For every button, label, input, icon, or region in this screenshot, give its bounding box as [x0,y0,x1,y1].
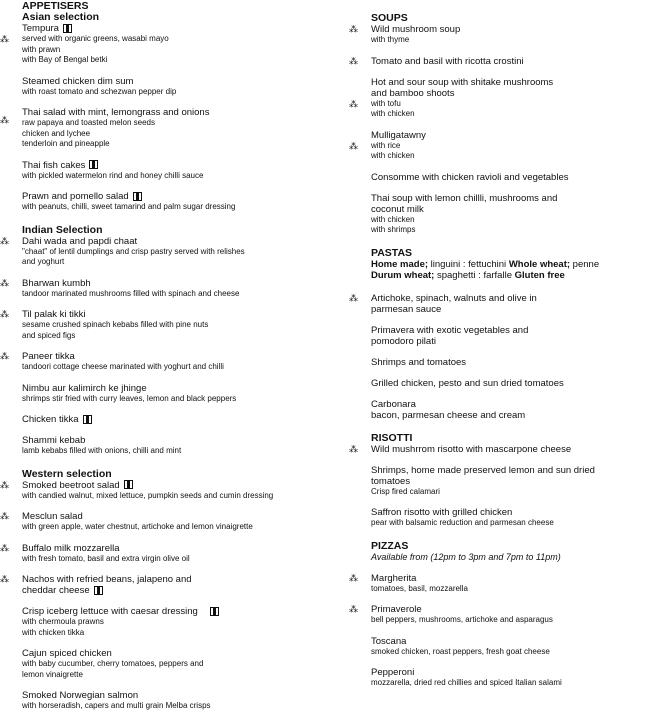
item-name-cont: bacon, parmesan cheese and cream [371,409,526,421]
menu-item-wild-mushroom-soup [349,24,643,46]
item-desc: with thyme [371,35,410,44]
item-name: Primaverole [371,604,422,615]
item-desc: served with organic greens, wasabi mayo [22,34,169,43]
menu-item-toscana [371,636,643,658]
menu-item-tomato-basil [349,55,643,67]
item-name-cont: coconut milk [371,203,424,215]
leaf-icon: ⁂ [349,98,358,109]
item-name: Paneer tikka [22,351,75,362]
item-desc: and yoghurt [22,257,65,266]
indian-heading: Indian Selection [22,223,103,236]
leaf-icon: ⁂ [349,55,358,66]
menu-item-dim-sum [22,76,337,98]
item-desc: lamb kebabs filled with onions, chilli and mint [22,446,182,455]
menu-item-dahi-wada [0,235,337,268]
item-name: Grilled chicken, pesto and sun dried tomatoes [371,377,564,389]
menu-item-thai-salad [0,107,337,150]
menu-item-saffron-risotto [371,507,643,529]
risotti-heading: RISOTTI [371,431,413,444]
item-desc: with chermoula prawns [22,617,104,626]
item-desc: bell peppers, mushrooms, artichoke and asparagus [371,615,553,624]
item-desc: and spiced figs [22,330,76,340]
leaf-icon: ⁂ [0,34,9,44]
item-desc: with chicken [371,109,415,118]
asian-heading: Asian selection [22,11,100,23]
item-desc: lemon vinaigrette [22,669,83,679]
item-desc: raw papaya and toasted melon seeds [22,118,155,127]
pasta-label: Gluten free [514,269,565,281]
menu-item-grilled-chicken-pesto [371,378,643,389]
item-name-cont: and bamboo shoots [371,87,455,99]
pasta-text: linguini : fettuchini [428,258,509,270]
menu-item-cajun-chicken [22,648,337,680]
item-name: Dahi wada and papdi chaat [22,235,138,247]
menu-item-carbonara [371,399,643,421]
chef-special-icon [89,160,98,169]
item-desc: with Bay of Bengal betki [22,55,108,64]
menu-item-norwegian-salmon [22,690,337,712]
item-name: Toscana [371,635,407,647]
item-name: Artichoke, spinach, walnuts and olive in [371,292,537,304]
item-desc: with rice [371,140,401,150]
item-name: Thai salad with mint, lemongrass and onions [22,107,210,118]
item-name: Primavera with exotic vegetables and [371,324,529,336]
menu-item-beetroot-salad [0,479,337,502]
menu-item-hot-sour [349,76,643,120]
item-name: Bharwan kumbh [22,277,91,289]
item-desc: sesame crushed spinach kebabs filled with pine nuts [22,320,209,329]
item-desc: mozzarella, dried red chillies and spiced Italian salami [371,678,562,687]
pasta-types-line-1 [371,259,643,270]
item-desc: tandoor marinated mushrooms filled with spinach and cheese [22,288,240,298]
section-appetisers-title: APPETISERS [22,0,89,12]
menu-item-prawn-pomello [22,191,337,213]
menu-item-buffalo-mozzarella [0,542,337,565]
item-name: Smoked Norwegian salmon [22,690,139,701]
menu-item-mesclun-salad [0,511,337,533]
item-name-cont: parmesan sauce [371,303,442,315]
chef-special-icon [83,415,92,424]
menu-item-primaverole [349,604,643,626]
item-desc: "chaat" of lentil dumplings and crisp pastry served with relishes [22,246,245,256]
menu-item-nimbu-jhinge [22,383,337,405]
item-desc: with roast tomato and schezwan pepper dip [22,86,177,96]
menu-item-shrimp-risotto [371,465,643,498]
pasta-text: penne [570,258,600,270]
item-name: Nimbu aur kalimirch ke jhinge [22,382,147,394]
item-name-cont: cheddar cheese [22,585,90,596]
item-desc: tomatoes, basil, mozzarella [371,583,468,593]
pasta-label: Whole wheat; [508,258,571,270]
leaf-icon: ⁂ [0,115,9,125]
item-desc: tenderloin and pineapple [22,139,110,148]
menu-item-thai-fish-cakes [22,160,337,182]
leaf-icon: ⁂ [0,309,9,319]
chef-special-icon [94,586,103,595]
right-column [349,0,643,689]
item-name: Thai soup with lemon chillli, mushrooms and [371,192,558,204]
item-name: Shrimps and tomatoes [371,356,467,368]
item-name: Shrimps, home made preserved lemon and sun dried [371,464,595,476]
item-name: Margherita [371,572,417,584]
soups-heading: SOUPS [371,12,408,24]
item-desc: with candied walnut, mixed lettuce, pumpkin seeds and cumin dressing [22,490,274,500]
pasta-label: Durum wheat; [371,269,435,281]
item-name: Crisp iceberg lettuce with caesar dressing [22,606,198,617]
leaf-icon: ⁂ [349,24,358,34]
item-desc: with pickled watermelon rind and honey chilli sauce [22,170,204,180]
item-desc: with tofu [371,98,401,108]
item-name: Tempura [22,23,59,34]
item-name: Wild mushrrom risotto with mascarpone cheese [371,443,572,455]
menu-item-shammi-kebab [22,435,337,457]
item-name: Mulligatawny [371,129,426,141]
item-name: Smoked beetroot salad [22,479,120,491]
menu-item-artichoke-pasta [349,292,643,315]
pizzas-heading: PIZZAS [371,539,409,552]
item-desc: with chicken [371,214,415,224]
leaf-icon: ⁂ [0,277,9,288]
leaf-icon: ⁂ [349,292,358,303]
leaf-icon: ⁂ [349,140,358,151]
menu-item-consomme [371,172,643,183]
chef-special-icon [210,607,219,616]
leaf-icon: ⁂ [0,511,9,521]
menu-item-margherita [349,572,643,595]
menu-item-til-palak [0,309,337,341]
item-name: Buffalo milk mozzarella [22,542,120,554]
item-desc: with prawn [22,44,61,54]
item-name: Consomme with chicken ravioli and vegetables [371,171,569,183]
menu-item-primavera [371,325,643,347]
item-name: Tomato and basil with ricotta crostini [371,55,524,67]
pasta-label: Home made; [371,258,429,270]
item-desc: with shrimps [371,225,416,234]
leaf-icon: ⁂ [349,443,358,454]
item-desc: smoked chicken, roast peppers, fresh goat cheese [371,646,550,656]
item-name: Carbonara [371,398,416,410]
item-name: Mesclun salad [22,511,83,522]
pizza-availability-note: Available from (12pm to 3pm and 7pm to 11pm) [371,551,561,562]
item-desc: with green apple, water chestnut, artichoke and lemon vinaigrette [22,522,253,531]
item-name: Hot and sour soup with shitake mushrooms [371,76,554,88]
menu-item-wild-mushroom-risotto [349,443,643,455]
leaf-icon: ⁂ [349,604,358,614]
menu-item-mulligatawny [349,129,643,162]
leaf-icon: ⁂ [0,542,9,553]
item-name: Prawn and pomello salad [22,191,129,202]
item-name: Shammi kebab [22,435,86,446]
menu-item-paneer-tikka [0,351,337,373]
item-name: Thai fish cakes [22,159,86,171]
menu-item-pepperoni [371,667,643,689]
item-name: Steamed chicken dim sum [22,75,134,87]
item-desc: with fresh tomato, basil and extra virgin olive oil [22,553,190,563]
item-name: Nachos with refried beans, jalapeno and [22,574,192,585]
item-name-cont: tomatoes [371,475,411,487]
item-name: Pepperoni [371,667,415,678]
pastas-heading: PASTAS [371,246,413,259]
item-name: Wild mushroom soup [371,24,461,35]
leaf-icon: ⁂ [0,235,9,246]
chef-special-icon [124,480,133,489]
item-desc: with baby cucumber, cherry tomatoes, peppers and [22,659,204,668]
menu-item-chicken-tikka [22,414,337,425]
pasta-text: spaghetti : farfalle [434,269,515,281]
item-name: Til palak ki tikki [22,309,86,320]
item-desc: tandoori cottage cheese marinated with yoghurt and chilli [22,362,224,371]
pasta-types-line-2 [371,270,643,281]
item-name-cont: pomodoro pilati [371,335,436,347]
leaf-icon: ⁂ [0,479,9,490]
menu-item-tempura [0,23,337,66]
chef-special-icon [133,192,142,201]
leaf-icon: ⁂ [0,351,9,361]
chef-special-icon [63,24,72,33]
item-desc: with chicken tikka [22,627,85,637]
item-desc: shrimps stir fried with curry leaves, lemon and black peppers [22,393,237,403]
item-desc: with chicken [371,151,415,160]
menu-item-bharwan-kumbh [0,277,337,300]
menu-item-nachos [0,574,337,596]
leaf-icon: ⁂ [0,574,9,584]
item-desc: pear with balsamic reduction and parmesan cheese [371,518,554,527]
item-name: Chicken tikka [22,414,79,425]
western-heading: Western selection [22,467,112,480]
menu-item-iceberg-caesar [22,606,337,638]
item-name: Saffron risotto with grilled chicken [371,507,513,518]
menu-item-shrimps-tomatoes [371,357,643,368]
item-desc: with horseradish, capers and multi grain Melba crisps [22,701,211,710]
leaf-icon: ⁂ [349,572,358,583]
menu-item-thai-soup [371,193,643,236]
item-name: Cajun spiced chicken [22,648,112,659]
item-desc: with peanuts, chilli, sweet tamarind and palm sugar dressing [22,202,236,211]
item-desc: chicken and lychee [22,128,91,138]
item-desc: Crisp fired calamari [371,486,440,496]
